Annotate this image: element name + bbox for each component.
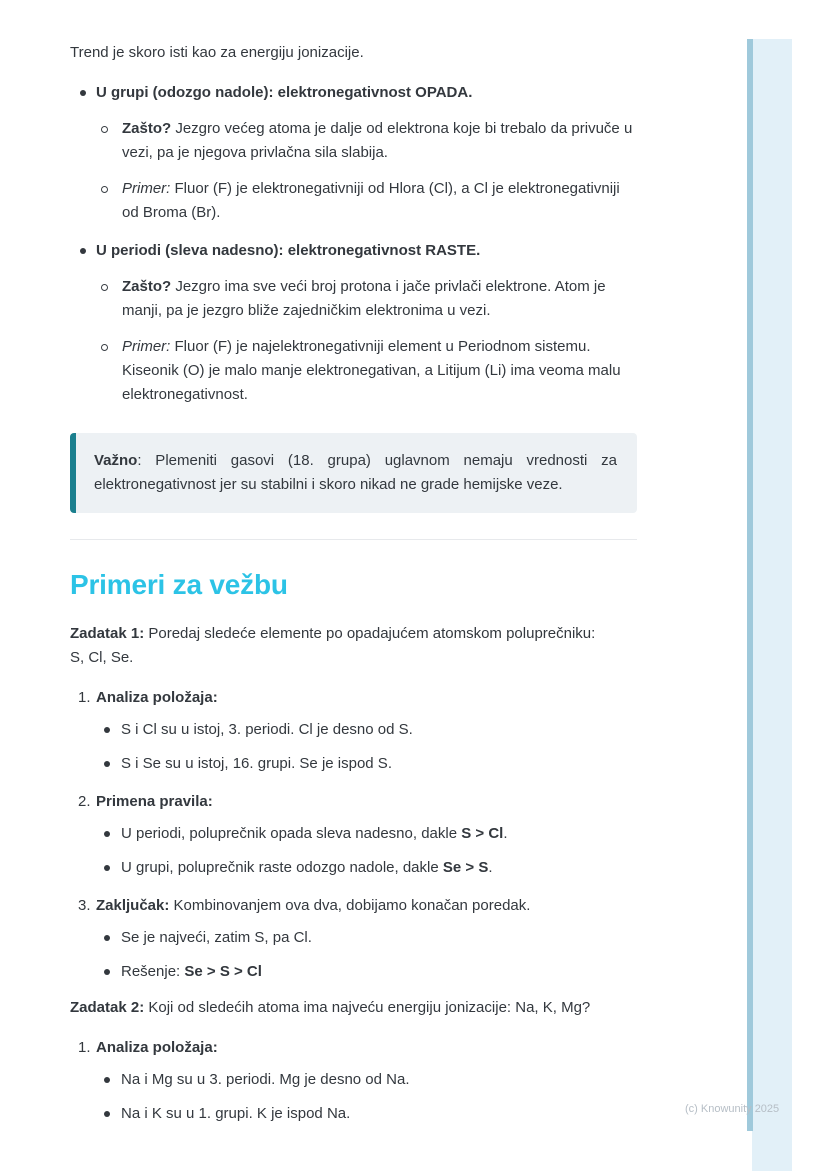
callout-body: : Plemeniti gasovi (18. grupa) uglavnom nemaju vrednosti za elektronegativnost jer su stabilni i skoro nikad ne grade hemijske veze. [94, 452, 617, 493]
bullet-icon [80, 90, 86, 96]
point-text: Fluor (F) je elektronegativniji od Hlora (Cl), a Cl je elektronegativniji od Broma (Br). [122, 180, 620, 221]
step-item [70, 790, 637, 880]
task2-label: Zadatak 2: [70, 999, 145, 1016]
step-bullet [96, 1068, 637, 1092]
task1-text-line2: S, Cl, Se. [70, 649, 134, 666]
trend-point [122, 335, 637, 407]
step-bullet-text: S i Se su u istoj, 16. grupi. Se je ispod S. [121, 755, 392, 772]
step-number: 1. [78, 689, 91, 706]
callout-text [94, 449, 617, 497]
task2-text: Koji od sledećih atoma ima najveću energiju jonizacije: Na, K, Mg? [148, 999, 591, 1016]
step-bullet [96, 926, 637, 950]
step-bullet [96, 822, 637, 846]
watermark: (c) Knowunity 2025 [685, 1103, 780, 1115]
trend-item-title: U periodi (sleva nadesno): elektronegativnost RASTE. [96, 242, 481, 259]
trend-list [70, 81, 637, 407]
next-page-edge [752, 39, 792, 1171]
list-item-group [70, 81, 637, 225]
step-bullet [96, 960, 637, 984]
step-bullet-text: Na i Mg su u 3. periodi. Mg je desno od Na. [121, 1071, 410, 1088]
step-bullet [96, 752, 637, 776]
step-bullet-text: Rešenje: Se > S > Cl [121, 963, 262, 980]
point-text: Jezgro većeg atoma je dalje od elektrona koje bi trebalo da privuče u vezi, pa je njegova privlačna sila slabija. [122, 120, 633, 161]
task1-steps [70, 686, 637, 984]
point-text: Fluor (F) je najelektronegativniji element u Periodnom sistemu. Kiseonik (O) je malo manje elektronegativan, a Litijum (Li) ima veoma malu elektronegativnost. [122, 338, 621, 403]
point-label: Zašto? [122, 120, 172, 137]
circle-bullet-icon [101, 344, 108, 351]
step-number: 2. [78, 793, 91, 810]
point-text: Jezgro ima sve veći broj protona i jače privlači elektrone. Atom je manji, pa je jezgro bliže zajedničkim elektronima u vezi. [122, 278, 606, 319]
circle-bullet-icon [101, 126, 108, 133]
step-item [70, 894, 637, 984]
task1-text: Poredaj sledeće elemente po opadajućem atomskom poluprečniku: [148, 625, 596, 642]
bullet-icon [104, 969, 110, 975]
step-title-bold: Analiza položaja: [96, 689, 218, 706]
list-item-period [70, 239, 637, 407]
bullet-icon [104, 761, 110, 767]
bullet-icon [104, 865, 110, 871]
step-number: 3. [78, 897, 91, 914]
list-item-why [96, 275, 637, 323]
circle-bullet-icon [101, 284, 108, 291]
task1-intro [70, 622, 637, 670]
step-bullet-text: U grupi, poluprečnik raste odozgo nadole, dakle Se > S. [121, 859, 493, 876]
section-divider [70, 539, 637, 540]
step-bullet-text: Se je najveći, zatim S, pa Cl. [121, 929, 312, 946]
step-bullet-text: U periodi, poluprečnik opada sleva nadesno, dakle S > Cl. [121, 825, 508, 842]
step-bullet [96, 1102, 637, 1126]
task1-label: Zadatak 1: [70, 625, 145, 642]
point-label: Primer: [122, 180, 171, 197]
important-callout [70, 433, 637, 513]
step-bullet-text: S i Cl su u istoj, 3. periodi. Cl je desno od S. [121, 721, 413, 738]
callout-label: Važno [94, 452, 138, 469]
step-item [70, 686, 637, 776]
bullet-icon [104, 831, 110, 837]
step-item [70, 1036, 637, 1126]
step-title-bold: Analiza položaja: [96, 1039, 218, 1056]
circle-bullet-icon [101, 186, 108, 193]
step-bullet-text: Na i K su u 1. grupi. K je ispod Na. [121, 1105, 351, 1122]
list-item-example [96, 335, 637, 407]
bullet-icon [80, 248, 86, 254]
step-title-bold: Zaključak: [96, 897, 170, 914]
trend-item-title: U grupi (odozgo nadole): elektronegativnost OPADA. [96, 84, 473, 101]
task2-intro [70, 996, 637, 1020]
step-title [96, 1036, 637, 1060]
step-bullet [96, 718, 637, 742]
point-label: Zašto? [122, 278, 172, 295]
step-title-rest: Kombinovanjem ova dva, dobijamo konačan poredak. [169, 897, 531, 914]
step-number: 1. [78, 1039, 91, 1056]
intro-text: Trend je skoro isti kao za energiju jonizacije. [70, 44, 364, 61]
bullet-icon [104, 727, 110, 733]
trend-point [122, 177, 637, 225]
point-label: Primer: [122, 338, 171, 355]
step-title [96, 686, 637, 710]
page-edge-divider [747, 39, 753, 1131]
step-bullet [96, 856, 637, 880]
trend-point [122, 117, 637, 165]
bullet-icon [104, 1077, 110, 1083]
list-item-example [96, 177, 637, 225]
step-title-bold: Primena pravila: [96, 793, 213, 810]
trend-point [122, 275, 637, 323]
content-column [70, 41, 637, 1126]
bullet-icon [104, 935, 110, 941]
list-item-why [96, 117, 637, 165]
bullet-icon [104, 1111, 110, 1117]
section-heading: Primeri za vežbu [70, 569, 288, 600]
step-title [96, 894, 637, 918]
task2-steps [70, 1036, 637, 1126]
step-title [96, 790, 637, 814]
